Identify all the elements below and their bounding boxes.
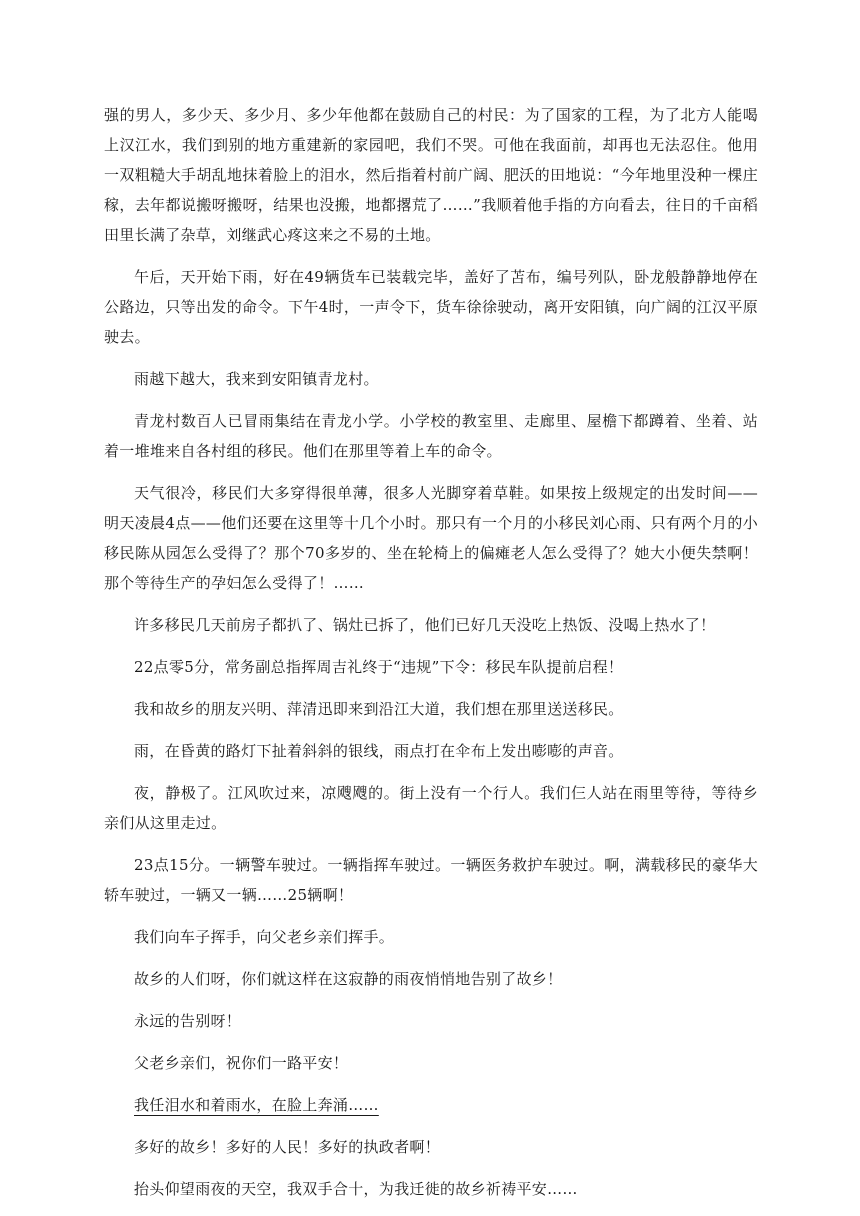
paragraph: 故乡的人们呀，你们就这样在这寂静的雨夜悄悄地告别了故乡！ (134, 970, 563, 988)
paragraph: 抬头仰望雨夜的天空，我双手合十，为我迁徙的故乡祈祷平安…… (134, 1180, 578, 1198)
paragraph: 夜，静极了。江风吹过来，凉飕飕的。街上没有一个行人。我们仨人站在雨里等待，等待乡亲们从这里走过。 (104, 784, 758, 832)
paragraph: 强的男人，多少天、多少月、多少年他都在鼓励自己的村民：为了国家的工程，为了北方人能喝上汉江水，我们到别的地方重建新的家园吧，我们不哭。可他在我面前，却再也无法忍住。他用一双粗糙大手胡乱地抹着脸上的泪水，然后指着村前广阔、肥沃的田地说：“今年地里没种一棵庄稼，去年都说搬呀搬呀，结果也没搬，地都撂荒了……”我顺着他手指的方向看去，往日的千亩稻田里长满了杂草，刘继武心疼这来之不易的土地。 (104, 106, 758, 244)
paragraph: 多好的故乡！多好的人民！多好的执政者啊！ (134, 1138, 441, 1156)
paragraph: 23点15分。一辆警车驶过。一辆指挥车驶过。一辆医务救护车驶过。啊，满载移民的豪华大轿车驶过，一辆又一辆……25辆啊！ (104, 856, 758, 904)
paragraph: 雨越下越大，我来到安阳镇青龙村。 (134, 370, 379, 388)
document-page (104, 100, 758, 1216)
paragraph: 永远的告别呀！ (134, 1012, 242, 1030)
paragraph: 22点零5分，常务副总指挥周吉礼终于“违规”下令：移民车队提前启程！ (134, 658, 624, 676)
paragraph: 雨，在昏黄的路灯下扯着斜斜的银线，雨点打在伞布上发出嘭嘭的声音。 (134, 742, 624, 760)
paragraph: 午后，天开始下雨，好在49辆货车已装载完毕，盖好了苫布，编号列队，卧龙般静静地停在公路边，只等出发的命令。下午4时，一声令下，货车徐徐驶动，离开安阳镇，向广阔的江汉平原驶去。 (104, 268, 758, 346)
underlined-paragraph (104, 1090, 758, 1120)
paragraph: 许多移民几天前房子都扒了、锅灶已拆了，他们已好几天没吃上热饭、没喝上热水了！ (134, 616, 716, 634)
paragraph: 父老乡亲们，祝你们一路平安！ (134, 1054, 349, 1072)
paragraph: 青龙村数百人已冒雨集结在青龙小学。小学校的教室里、走廊里、屋檐下都蹲着、坐着、站着一堆堆来自各村组的移民。他们在那里等着上车的命令。 (104, 412, 758, 460)
paragraph: 我们向车子挥手，向父老乡亲们挥手。 (134, 928, 395, 946)
paragraph: 天气很冷，移民们大多穿得很单薄，很多人光脚穿着草鞋。如果按上级规定的出发时间——明天凌晨4点——他们还要在这里等十几个小时。那只有一个月的小移民刘心雨、只有两个月的小移民陈从园怎么受得了？那个70多岁的、坐在轮椅上的偏瘫老人怎么受得了？她大小便失禁啊！那个等待生产的孕妇怎么受得了！…… (104, 484, 758, 592)
underlined-sentence: 我任泪水和着雨水，在脸上奔涌…… (134, 1096, 379, 1114)
paragraph: 我和故乡的朋友兴明、萍清迅即来到沿江大道，我们想在那里送送移民。 (134, 700, 624, 718)
